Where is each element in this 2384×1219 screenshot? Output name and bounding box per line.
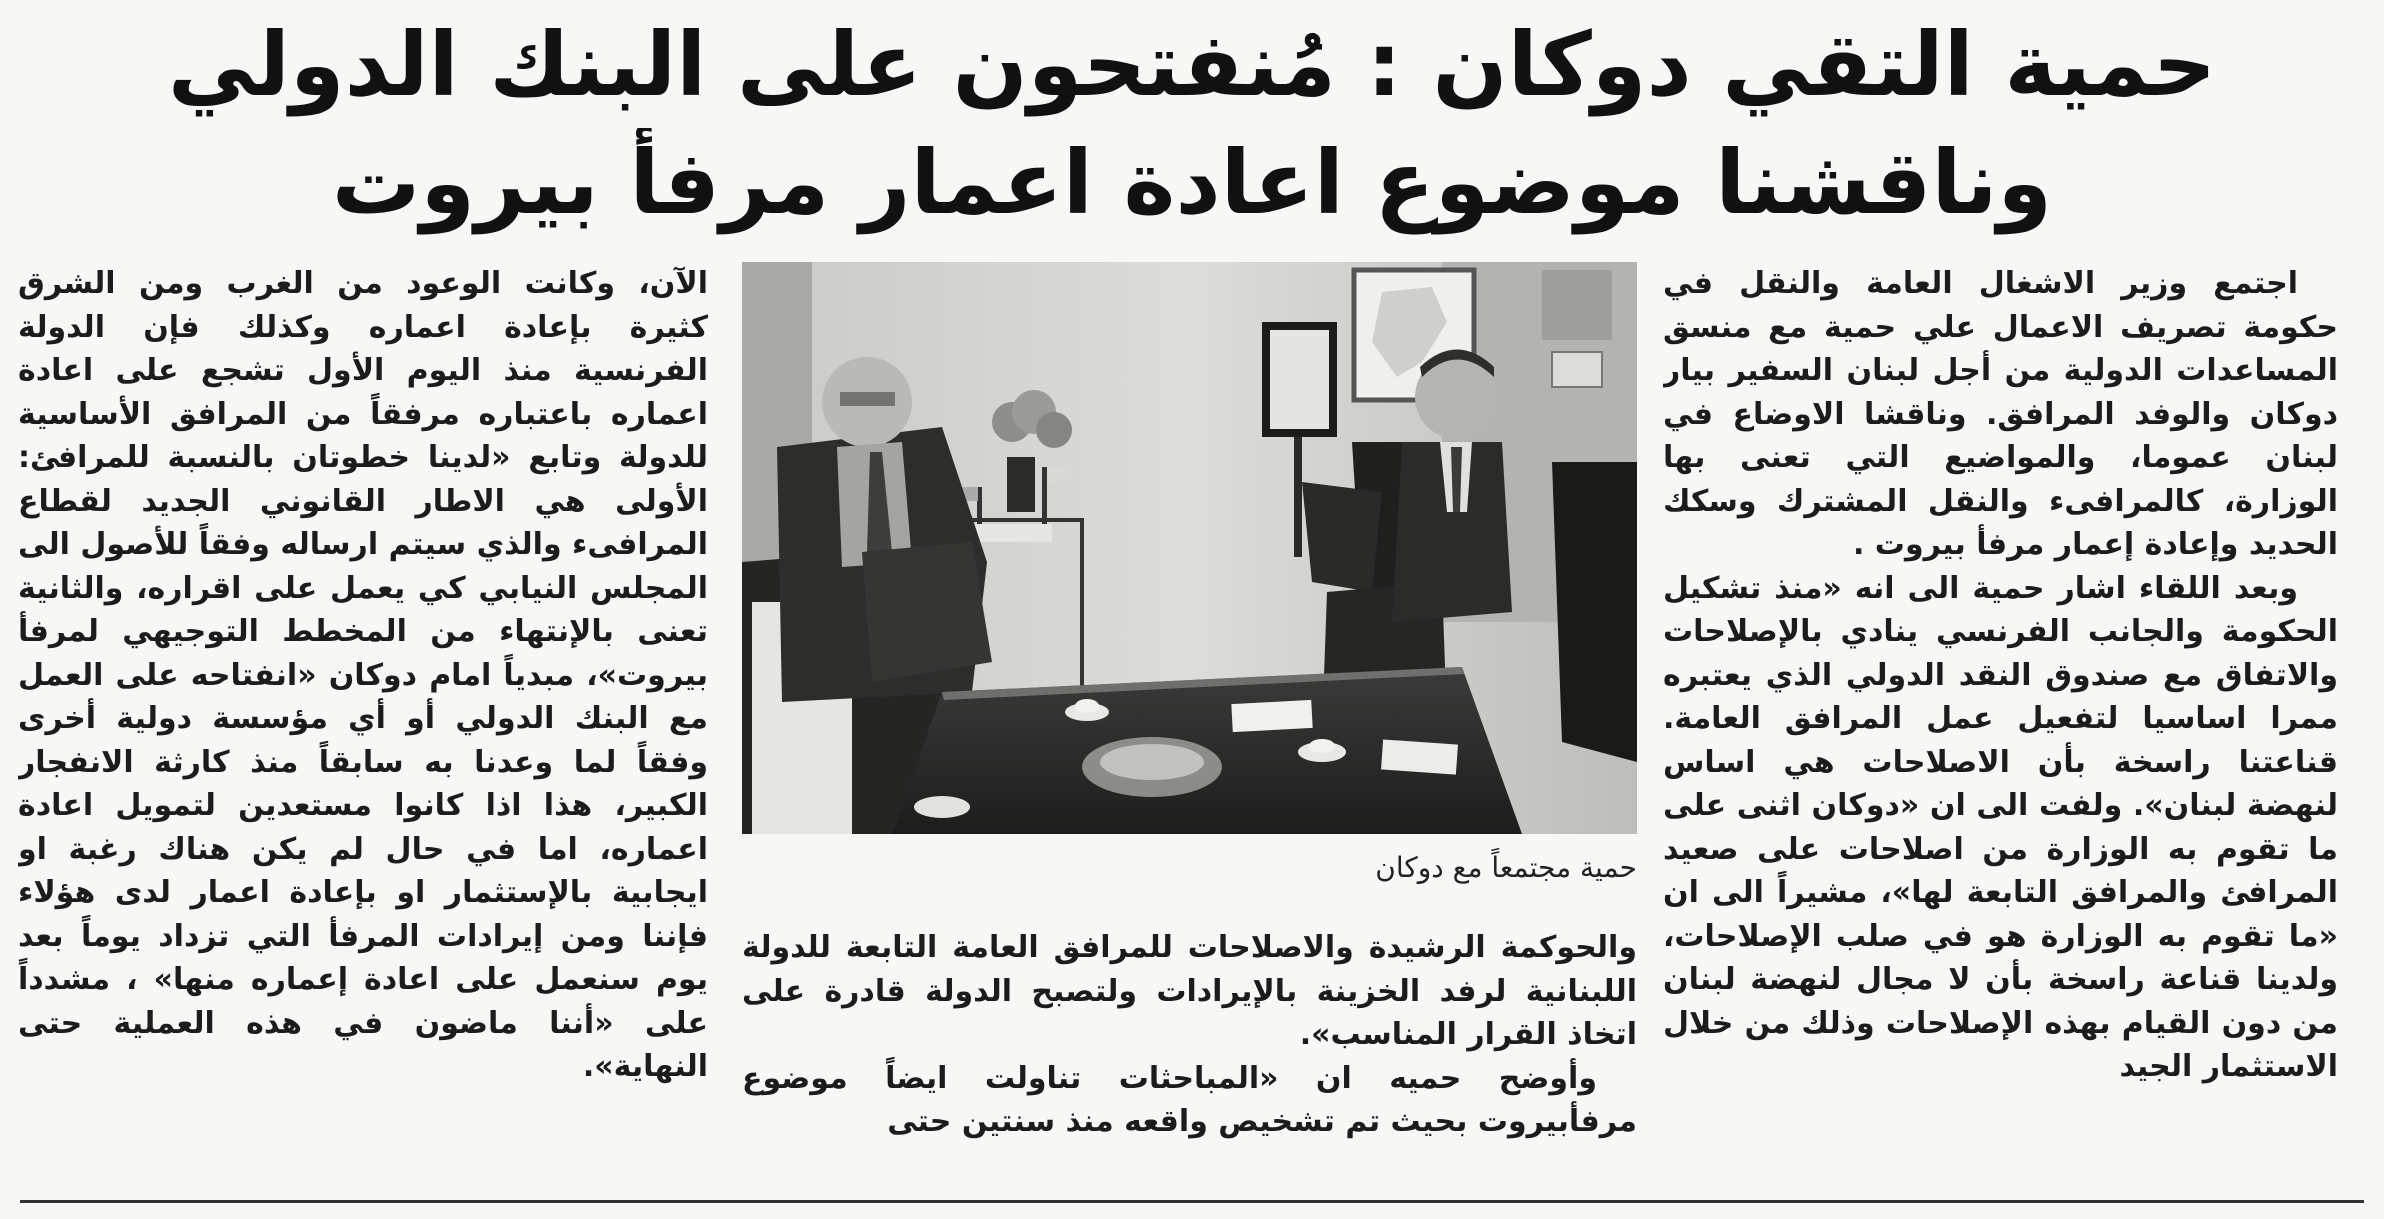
article-photo [742,262,1637,834]
photo-caption: حمية مجتمعاً مع دوكان [1375,851,1637,884]
paragraph: والحوكمة الرشيدة والاصلاحات للمرافق العامة التابعة للدولة اللبنانية لرفد الخزينة بالإيرادات ولتصبح الدولة قادرة على اتخاذ القرار المناسب». [742,930,1637,1052]
headline-line-2: وناقشنا موضوع اعادة اعمار مرفأ بيروت [331,131,2053,234]
paragraph: وأوضح حميه ان «المباحثات تناولت ايضاً موضوع مرفأبيروت بحيث تم تشخيص واقعه منذ سنتين حتى [742,1060,1637,1139]
paragraph: وبعد اللقاء اشار حمية الى انه «منذ تشكيل الحكومة والجانب الفرنسي ينادي بالإصلاحات والاتفاق مع صندوق النقد الدولي الذي يعتبره ممرا اساسيا لتفعيل عمل المرافق العامة. قناعتنا راسخة بأن الاصلاحات هي اساس لنهضة لبنان». ولفت الى ان «دوكان اثنى على ما تقوم به الوزارة من اصلاحات على صعيد المرافئ والمرافق التابعة لها»، مشيراً الى ان «ما تقوم به الوزارة هو في صلب الإصلاحات، ولدينا قناعة راسخة بأن لا مجال لنهضة لبنان من دون القيام بهذه الإصلاحات وذلك من خلال الاستثمار الجيد [1663,570,2338,1084]
meeting-photo-illustration [742,262,1637,834]
page-divider [20,1200,2364,1203]
article-column-left [18,262,708,1182]
article-column-center [742,926,1637,1186]
headline-line-1: حمية التقي دوكان : مُنفتحون على البنك الدولي [167,13,2217,116]
paragraph: اجتمع وزير الاشغال العامة والنقل في حكومة تصريف الاعمال علي حمية مع منسق المساعدات الدولية من أجل لبنان السفير بيار دوكان والوفد المرافق. وناقشا الاوضاع في لبنان عموما، والمواضيع التي تعنى بها الوزارة، كالمرافىء والنقل المشترك وسكك الحديد وإعادة إعمار مرفأ بيروت . [1663,266,2338,562]
article-column-right [1663,262,2338,1182]
paragraph: الآن، وكانت الوعود من الغرب ومن الشرق كثيرة بإعادة اعماره وكذلك فإن الدولة الفرنسية منذ اليوم الأول تشجع على اعادة اعماره باعتباره مرفقاً من المرافق الأساسية للدولة وتابع «لدينا خطوتان بالنسبة للمرافئ: الأولى هي الاطار القانوني الجديد لقطاع المرافىء والذي سيتم ارساله وفقاً للأصول الى المجلس النيابي كي يعمل على اقراره، والثانية تعنى بالإنتهاء من المخطط التوجيهي لمرفأ بيروت»، مبدياً امام دوكان «انفتاحه على العمل مع البنك الدولي أو أي مؤسسة دولية أخرى وفقاً لما وعدنا به سابقاً منذ كارثة الانفجار الكبير، هذا اذا كانوا مستعدين لتمويل اعادة اعماره، اما في حال لم يكن هناك رغبة او ايجابية بالإستثمار او بإعادة اعمار لدى هؤلاء فإننا ومن إيرادات المرفأ التي تزداد يوماً بعد يوم سنعمل على اعادة إعماره منها» ، مشدداً على «أننا ماضون في هذه العملية حتى النهاية». [18,266,708,1084]
